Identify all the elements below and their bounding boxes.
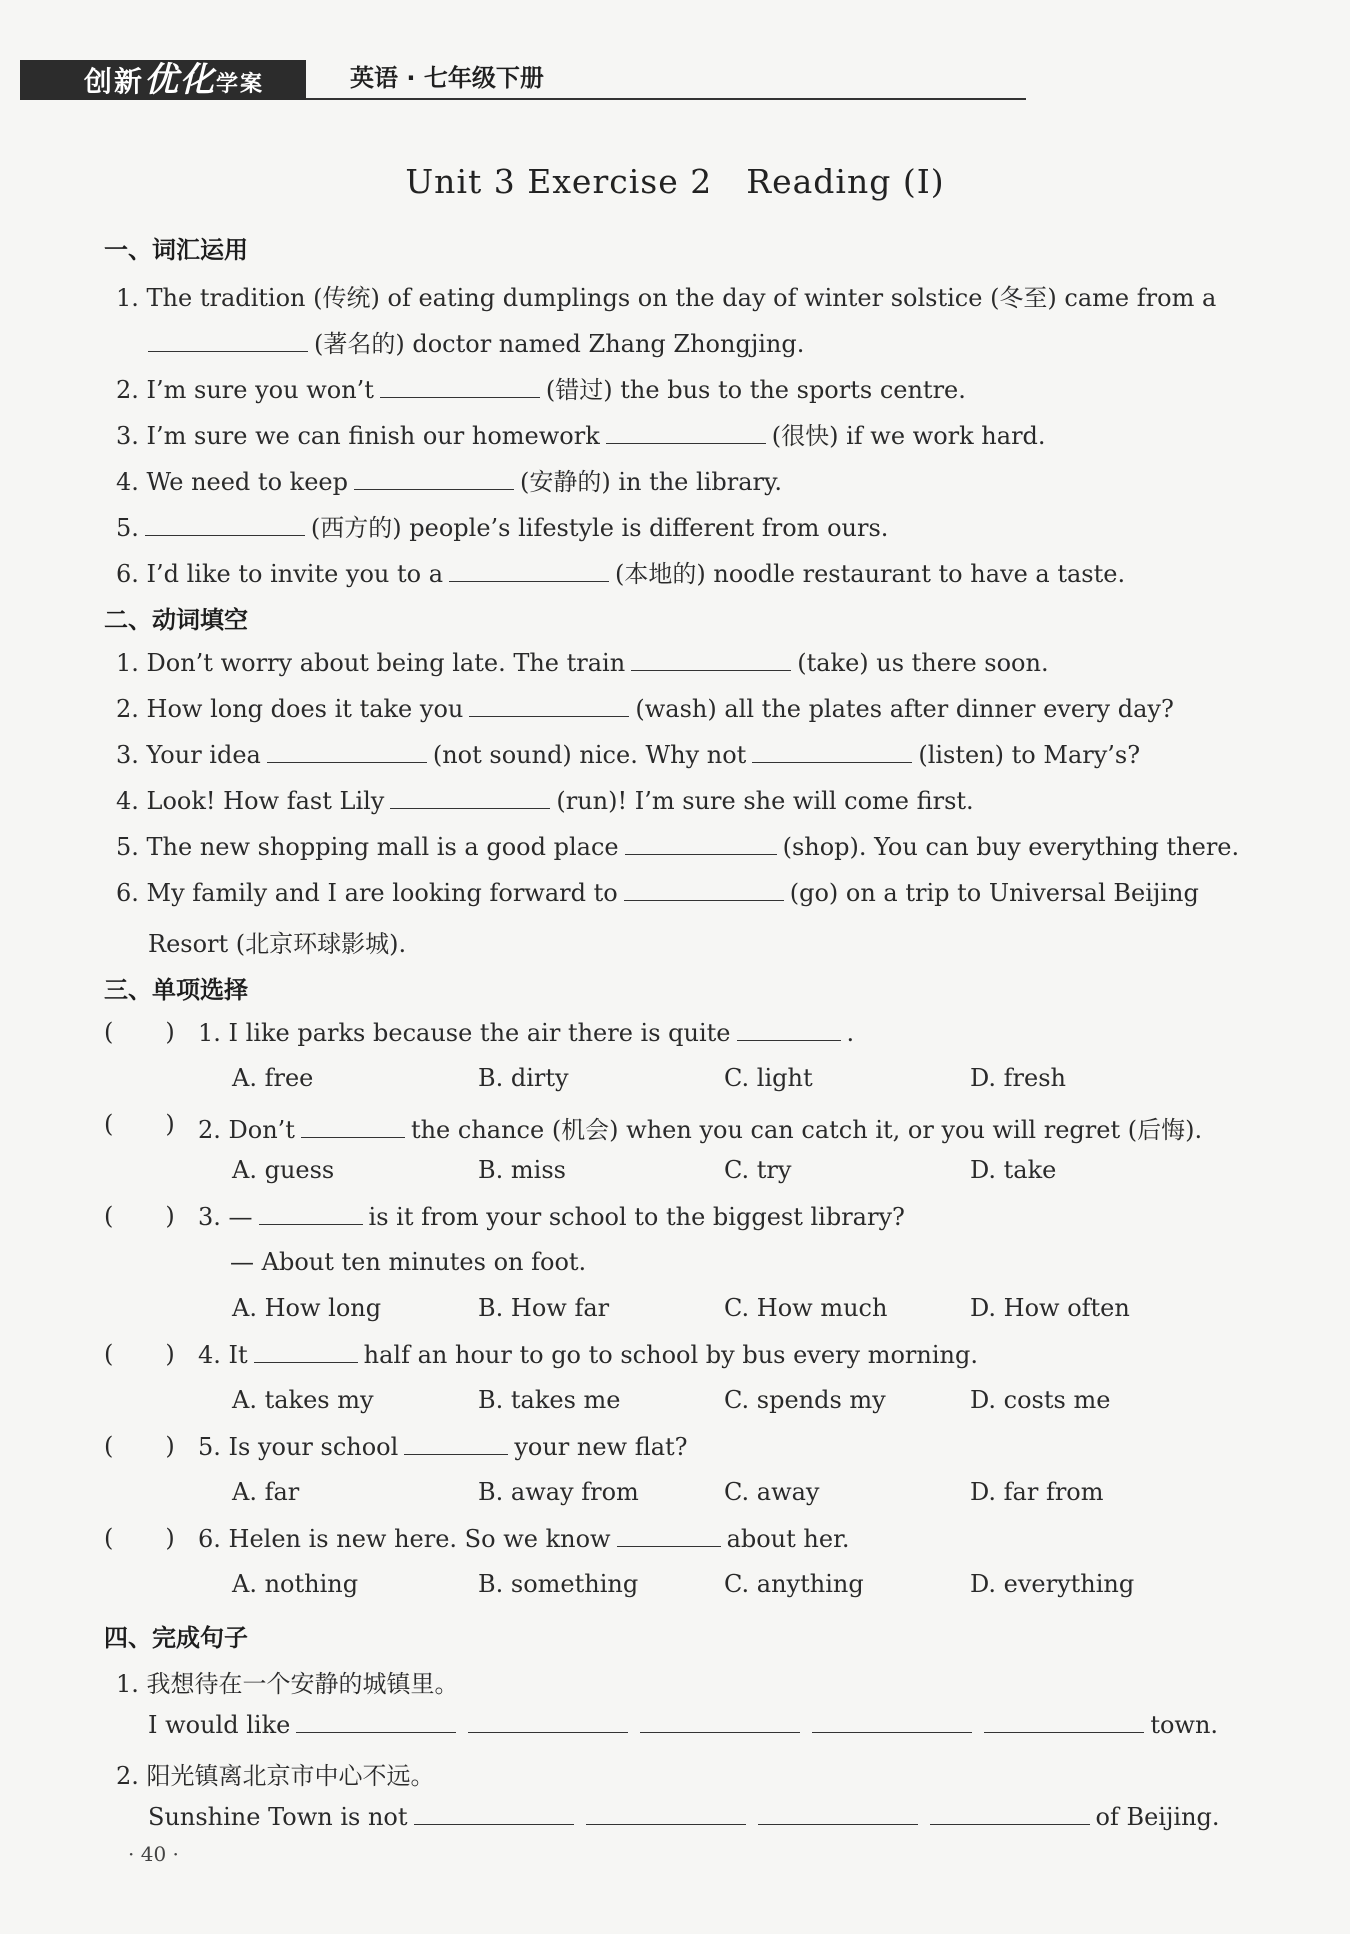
mc-q2-text-a: 2. Don’t: [198, 1116, 295, 1144]
verb-q3-text-b: (not sound) nice. Why not: [432, 741, 747, 769]
bracket-left: (: [104, 1202, 114, 1230]
bracket-right: ): [165, 1018, 175, 1046]
brand-text-4: 学案: [216, 72, 265, 97]
mc-q5-text-a: 5. Is your school: [198, 1433, 399, 1461]
mc-q3-text-b: is it from your school to the biggest library?: [368, 1203, 905, 1231]
answer-blank[interactable]: [404, 1432, 508, 1455]
answer-bracket[interactable]: [104, 1018, 184, 1046]
mc-q4-text-a: 4. It: [198, 1341, 248, 1369]
answer-blank[interactable]: [640, 1710, 800, 1733]
answer-blank[interactable]: [296, 1710, 456, 1733]
verb-q1: [116, 648, 1049, 677]
answer-blank[interactable]: [812, 1710, 972, 1733]
vocab-q4-text-b: (安静的) in the library.: [519, 468, 782, 496]
mc-q6-stem: [198, 1524, 850, 1553]
bracket-left: (: [104, 1340, 114, 1368]
vocab-q1-line1: 1. The tradition (传统) of eating dumplings on the day of winter solstice (冬至) came from a: [116, 284, 1217, 312]
verb-q5-text-a: 5. The new shopping mall is a good place: [116, 833, 619, 861]
vocab-q6-text-a: 6. I’d like to invite you to a: [116, 560, 444, 588]
complete-q2-english: [148, 1802, 1220, 1831]
mc-q3-reply: — About ten minutes on foot.: [230, 1248, 587, 1276]
complete-q2-text-b: of Beijing.: [1095, 1803, 1220, 1831]
answer-blank[interactable]: [625, 832, 777, 855]
vocab-q3-text-a: 3. I’m sure we can finish our homework: [116, 422, 600, 450]
mc-q1-stem: [198, 1018, 854, 1047]
answer-bracket[interactable]: [104, 1432, 184, 1460]
complete-q1-english: [148, 1710, 1218, 1739]
vocab-q2-text-b: (错过) the bus to the sports centre.: [545, 376, 966, 404]
verb-q3-text-a: 3. Your idea: [116, 741, 261, 769]
verb-q6-text-a: 6. My family and I are looking forward to: [116, 879, 618, 907]
mc-q4-option-b: B. takes me: [478, 1386, 621, 1414]
mc-q2-text-b: the chance (机会) when you can catch it, or you will regret (后悔).: [410, 1116, 1203, 1144]
verb-q5: [116, 832, 1239, 861]
vocab-q3-text-b: (很快) if we work hard.: [771, 422, 1046, 450]
verb-q4-text-a: 4. Look! How fast Lily: [116, 787, 385, 815]
vocab-q5: [116, 508, 888, 543]
mc-q3-option-c: C. How much: [724, 1294, 888, 1322]
answer-blank[interactable]: [414, 1802, 574, 1825]
answer-blank[interactable]: [267, 740, 427, 763]
verb-q3: [116, 740, 1140, 769]
bracket-left: (: [104, 1018, 114, 1046]
mc-q5-option-c: C. away: [724, 1478, 820, 1506]
bracket-left: (: [104, 1432, 114, 1460]
verb-q3-text-c: (listen) to Mary’s?: [918, 741, 1141, 769]
answer-blank[interactable]: [254, 1340, 358, 1363]
answer-blank[interactable]: [354, 467, 514, 490]
answer-bracket[interactable]: [104, 1340, 184, 1368]
vocab-q2-text-a: 2. I’m sure you won’t: [116, 376, 374, 404]
mc-q1-option-b: B. dirty: [478, 1064, 569, 1092]
vocab-q3: [116, 416, 1046, 451]
answer-blank[interactable]: [984, 1710, 1144, 1733]
mc-q2-option-d: D. take: [970, 1156, 1057, 1184]
bracket-right: ): [165, 1110, 175, 1138]
vocab-q5-text-b: (西方的) people’s lifestyle is different from ours.: [310, 514, 889, 542]
mc-q3-stem: [198, 1202, 905, 1231]
verb-q6-text-b: (go) on a trip to Universal Beijing: [789, 879, 1199, 907]
answer-blank[interactable]: [468, 1710, 628, 1733]
mc-q2-option-c: C. try: [724, 1156, 792, 1184]
mc-q5-option-a: A. far: [232, 1478, 300, 1506]
bracket-right: ): [165, 1524, 175, 1552]
answer-bracket[interactable]: [104, 1524, 184, 1552]
brand-logo: [20, 60, 306, 100]
answer-blank[interactable]: [380, 375, 540, 398]
page-header: [20, 56, 1020, 102]
mc-q2-option-b: B. miss: [478, 1156, 566, 1184]
answer-blank[interactable]: [586, 1802, 746, 1825]
complete-q1-text-a: I would like: [148, 1711, 291, 1739]
answer-blank[interactable]: [390, 786, 550, 809]
verb-q6-line2: Resort (北京环球影城).: [148, 930, 407, 958]
page-number: · 40 ·: [128, 1842, 179, 1866]
mc-q2-option-a: A. guess: [232, 1156, 335, 1184]
mc-q1-option-c: C. light: [724, 1064, 813, 1092]
section-heading-mc: 三、单项选择: [104, 976, 248, 1004]
mc-q6-option-c: C. anything: [724, 1570, 864, 1598]
mc-q4-option-c: C. spends my: [724, 1386, 886, 1414]
verb-q1-text-b: (take) us there soon.: [797, 649, 1049, 677]
answer-blank[interactable]: [758, 1802, 918, 1825]
mc-q3-option-d: D. How often: [970, 1294, 1130, 1322]
bracket-right: ): [165, 1202, 175, 1230]
answer-blank[interactable]: [148, 329, 308, 352]
vocab-q6: [116, 554, 1125, 589]
mc-q5-stem: [198, 1432, 688, 1461]
answer-blank[interactable]: [469, 694, 629, 717]
section-heading-vocab: 一、词汇运用: [104, 236, 248, 264]
complete-q2-text-a: Sunshine Town is not: [148, 1803, 408, 1831]
book-title: 英语 · 七年级下册: [350, 64, 544, 92]
vocab-q1-line2: [142, 324, 804, 359]
complete-q1-chinese: 1. 我想待在一个安静的城镇里。: [116, 1670, 459, 1698]
header-rule: [306, 98, 1026, 100]
mc-q4-option-d: D. costs me: [970, 1386, 1111, 1414]
mc-q1-option-d: D. fresh: [970, 1064, 1066, 1092]
answer-bracket[interactable]: [104, 1110, 184, 1138]
bracket-left: (: [104, 1524, 114, 1552]
mc-q1-text-a: 1. I like parks because the air there is quite: [198, 1019, 731, 1047]
answer-blank[interactable]: [624, 878, 784, 901]
mc-q6-option-a: A. nothing: [232, 1570, 359, 1598]
mc-q3-option-b: B. How far: [478, 1294, 610, 1322]
mc-q1-option-a: A. free: [232, 1064, 314, 1092]
mc-q2-stem: [198, 1110, 1202, 1145]
answer-blank[interactable]: [752, 740, 912, 763]
verb-q1-text-a: 1. Don’t worry about being late. The train: [116, 649, 626, 677]
mc-q1-text-b: .: [846, 1019, 855, 1047]
mc-q5-text-b: your new flat?: [514, 1433, 688, 1461]
page-title: Unit 3 Exercise 2 Reading (Ⅰ): [405, 162, 945, 201]
verb-q5-text-b: (shop). You can buy everything there.: [782, 833, 1240, 861]
verb-q2-text-b: (wash) all the plates after dinner every day?: [635, 695, 1174, 723]
vocab-q1-text: (著名的) doctor named Zhang Zhongjing.: [314, 330, 805, 358]
mc-q4-text-b: half an hour to go to school by bus every morning.: [363, 1341, 978, 1369]
mc-q6-option-d: D. everything: [970, 1570, 1135, 1598]
complete-q2-chinese: 2. 阳光镇离北京市中心不远。: [116, 1762, 435, 1790]
verb-q2: [116, 694, 1174, 723]
mc-q3-option-a: A. How long: [232, 1294, 382, 1322]
vocab-q4-text-a: 4. We need to keep: [116, 468, 348, 496]
verb-q2-text-a: 2. How long does it take you: [116, 695, 464, 723]
answer-blank[interactable]: [737, 1018, 841, 1041]
answer-blank[interactable]: [631, 648, 791, 671]
mc-q6-option-b: B. something: [478, 1570, 639, 1598]
answer-blank[interactable]: [617, 1524, 721, 1547]
mc-q5-option-d: D. far from: [970, 1478, 1104, 1506]
answer-blank[interactable]: [259, 1202, 363, 1225]
vocab-q4: [116, 462, 782, 497]
vocab-q2: [116, 370, 966, 405]
verb-q6-line1: [116, 878, 1199, 907]
bracket-right: ): [165, 1432, 175, 1460]
verb-q4-text-b: (run)! I’m sure she will come first.: [556, 787, 974, 815]
vocab-q6-text-b: (本地的) noodle restaurant to have a taste.: [615, 560, 1126, 588]
section-heading-verbs: 二、动词填空: [104, 606, 248, 634]
brand-text-3: 化: [180, 60, 217, 100]
brand-text-2: 优: [144, 60, 181, 100]
answer-blank[interactable]: [606, 421, 766, 444]
bracket-right: ): [165, 1340, 175, 1368]
verb-q4: [116, 786, 974, 815]
mc-q3-text-a: 3. —: [198, 1203, 253, 1231]
answer-blank[interactable]: [930, 1802, 1090, 1825]
mc-q6-text-a: 6. Helen is new here. So we know: [198, 1525, 611, 1553]
brand-text-1: 创新: [84, 65, 145, 98]
answer-bracket[interactable]: [104, 1202, 184, 1230]
mc-q4-stem: [198, 1340, 978, 1369]
mc-q4-option-a: A. takes my: [232, 1386, 374, 1414]
section-heading-complete: 四、完成句子: [104, 1624, 248, 1652]
mc-q5-option-b: B. away from: [478, 1478, 639, 1506]
complete-q1-text-b: town.: [1150, 1711, 1219, 1739]
answer-blank[interactable]: [145, 513, 305, 536]
bracket-left: (: [104, 1110, 114, 1138]
vocab-q5-text-a: 5.: [116, 514, 139, 542]
answer-blank[interactable]: [449, 559, 609, 582]
mc-q6-text-b: about her.: [726, 1525, 850, 1553]
answer-blank[interactable]: [301, 1115, 405, 1138]
